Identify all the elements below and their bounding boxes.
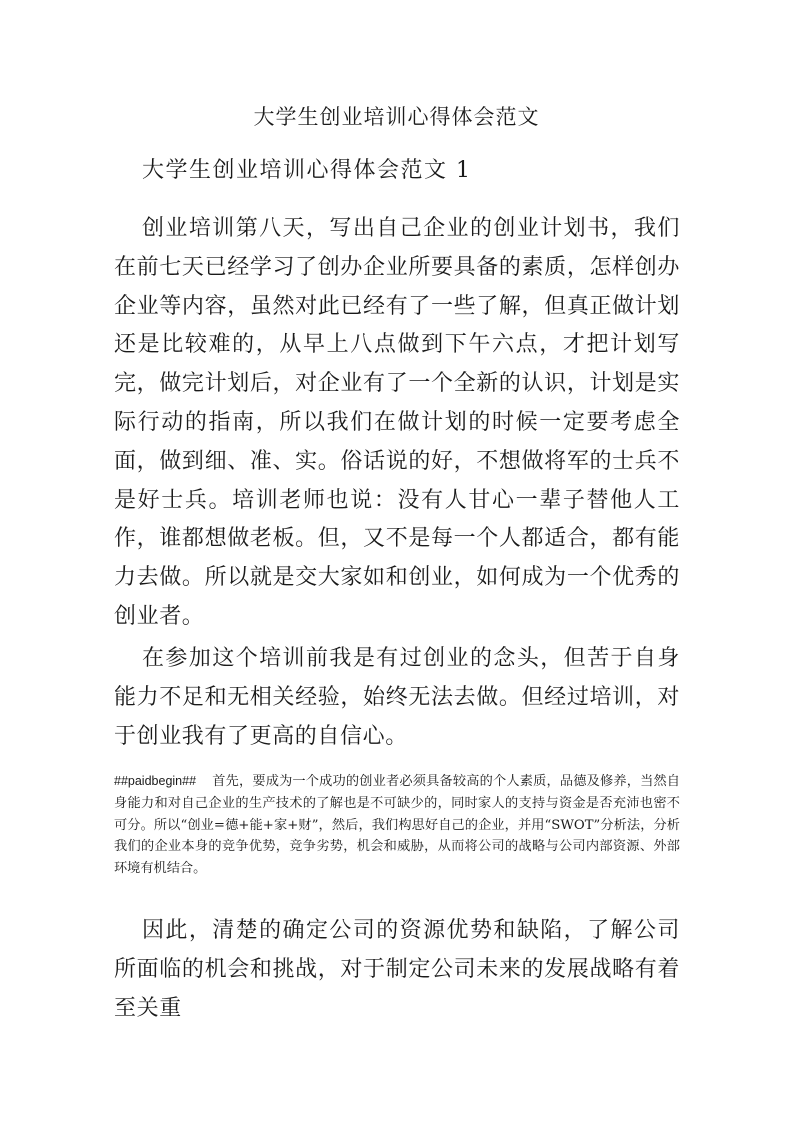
paragraph-2: 在参加这个培训前我是有过创业的念头，但苦于自身能力不足和无相关经验，始终无法去做。但经过培训，对于创业我有了更高的自信心。 [114, 646, 680, 749]
document-title: 大学生创业培训心得体会范文 [253, 105, 540, 129]
paragraph-4: 因此，清楚的确定公司的资源优势和缺陷，了解公司所面临的机会和挑战，对于制定公司未来的发展战略有着至关重 [114, 918, 680, 1021]
paragraph-1: 创业培训第八天，写出自己企业的创业计划书，我们在前七天已经学习了创办企业所要具备的素质，怎样创办企业等内容，虽然对此已经有了一些了解，但真正做计划还是比较难的，从早上八点做到下午六点，才把计划写完，做完计划后，对企业有了一个全新的认识，计划是实际行动的指南，所以我们在做计划的时候一定要考虑全面，做到细、准、实。俗话说的好，不想做将军的士兵不是好士兵。培训老师也说：没有人甘心一辈子替他人工作，谁都想做老板。但，又不是每一个人都适合，都有能力去做。所以就是交大家如和创业，如何成为一个优秀的创业者。 [114, 216, 680, 629]
paragraph-3 [114, 771, 680, 880]
section-heading: 大学生创业培训心得体会范文 1 [142, 158, 472, 183]
paragraph-3-text: 首先，要成为一个成功的创业者必须具备较高的个人素质，品德及修养，当然自身能力和对自己企业的生产技术的了解也是不可缺少的，同时家人的支持与资金是否充沛也密不可分。所以“创业=德+能+家+财”，然后，我们构思好自己的企业，并用“SWOT”分析法，分析我们的企业本身的竞争优势，竞争劣势，机会和威胁，从而将公司的战略与公司内部资源、外部环境有机结合。 [114, 774, 680, 877]
paid-begin-marker: ##paidbegin## [114, 774, 197, 788]
